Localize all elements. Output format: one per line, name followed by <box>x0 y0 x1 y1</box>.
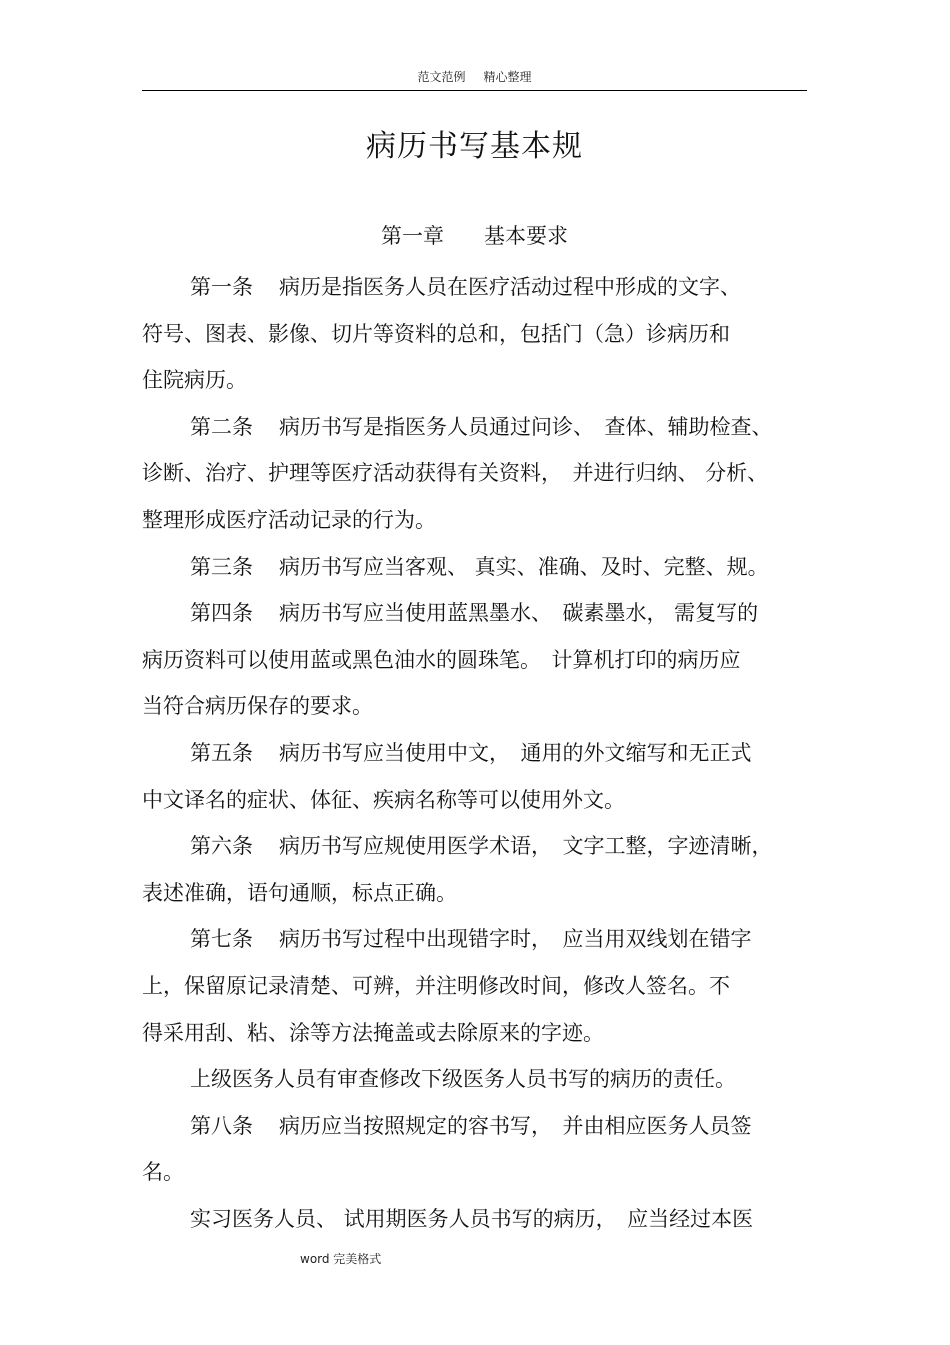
article-number: 第一条 <box>190 275 253 299</box>
article-number: 第三条 <box>190 554 253 579</box>
page-footer: word 完美格式 <box>300 1252 382 1266</box>
body-line <box>142 730 812 777</box>
article-number: 第六条 <box>190 834 253 859</box>
article-number: 第八条 <box>190 1113 253 1138</box>
body-line <box>142 823 812 870</box>
page-header <box>142 68 807 85</box>
line-text: 表述准确，语句通顺，标点正确。 <box>142 880 457 905</box>
body-line <box>142 683 812 730</box>
body-line <box>142 1010 812 1057</box>
body-line <box>142 963 812 1010</box>
line-text: 病历书写应当使用蓝黑墨水、 碳素墨水， 需复写的 <box>279 601 759 626</box>
line-text: 诊断、治疗、护理等医疗活动获得有关资料， 并进行归纳、 分析、 <box>142 461 769 486</box>
line-text: 病历书写应当客观、 真实、准确、及时、完整、规。 <box>279 554 769 579</box>
line-text: 中文译名的症状、体征、疾病名称等可以使用外文。 <box>142 787 625 812</box>
body-line <box>142 590 812 637</box>
body-line <box>142 1056 812 1103</box>
line-text: 当符合病历保存的要求。 <box>142 694 373 719</box>
line-text: 整理形成医疗活动记录的行为。 <box>142 507 436 532</box>
body-line <box>142 1149 812 1196</box>
line-text: 住院病历。 <box>142 368 247 393</box>
line-text: 病历书写过程中出现错字时， 应当用双线划在错字 <box>279 927 752 952</box>
document-title: 病历书写基本规 <box>366 129 583 164</box>
line-text: 病历书写是指医务人员通过问诊、 查体、辅助检查、 <box>279 414 773 439</box>
body-line <box>142 497 812 544</box>
header-right-text: 精心整理 <box>483 70 532 84</box>
header-rule <box>142 90 807 91</box>
line-text: 病历资料可以使用蓝或黑色油水的圆珠笔。 计算机打印的病历应 <box>142 647 741 672</box>
chapter-number: 第一章 <box>381 224 444 248</box>
line-text: 病历书写应当使用中文， 通用的外文缩写和无正式 <box>279 740 752 765</box>
chapter-name: 基本要求 <box>484 224 568 248</box>
line-text: 符号、图表、影像、切片等资料的总和，包括门（急）诊病历和 <box>142 321 730 346</box>
body-line <box>142 777 812 824</box>
article-number: 第七条 <box>190 927 253 952</box>
body-text <box>142 264 812 1242</box>
chapter-heading <box>142 220 807 250</box>
body-line <box>142 264 812 311</box>
article-number: 第五条 <box>190 740 253 765</box>
body-line <box>142 357 812 404</box>
line-text: 实习医务人员、 试用期医务人员书写的病历， 应当经过本医 <box>190 1206 754 1231</box>
line-text: 名。 <box>142 1160 184 1185</box>
header-left-text: 范文范例 <box>417 70 466 84</box>
line-text: 上级医务人员有审查修改下级医务人员书写的病历的责任。 <box>190 1067 736 1092</box>
body-line <box>142 544 812 591</box>
line-text: 病历应当按照规定的容书写， 并由相应医务人员签 <box>279 1113 752 1138</box>
body-line <box>142 637 812 684</box>
body-line <box>142 404 812 451</box>
line-text: 上，保留原记录清楚、可辨，并注明修改时间，修改人签名。不 <box>142 973 730 998</box>
body-line <box>142 450 812 497</box>
line-text: 病历书写应规使用医学术语， 文字工整，字迹清晰， <box>279 834 773 859</box>
body-line <box>142 1196 812 1243</box>
body-line <box>142 916 812 963</box>
line-text: 病历是指医务人员在医疗活动过程中形成的文字、 <box>279 275 741 299</box>
body-line <box>142 311 812 358</box>
body-line <box>142 870 812 917</box>
body-line <box>142 1103 812 1150</box>
article-number: 第四条 <box>190 601 253 626</box>
article-number: 第二条 <box>190 414 253 439</box>
line-text: 得采用刮、粘、涂等方法掩盖或去除原来的字迹。 <box>142 1020 604 1045</box>
